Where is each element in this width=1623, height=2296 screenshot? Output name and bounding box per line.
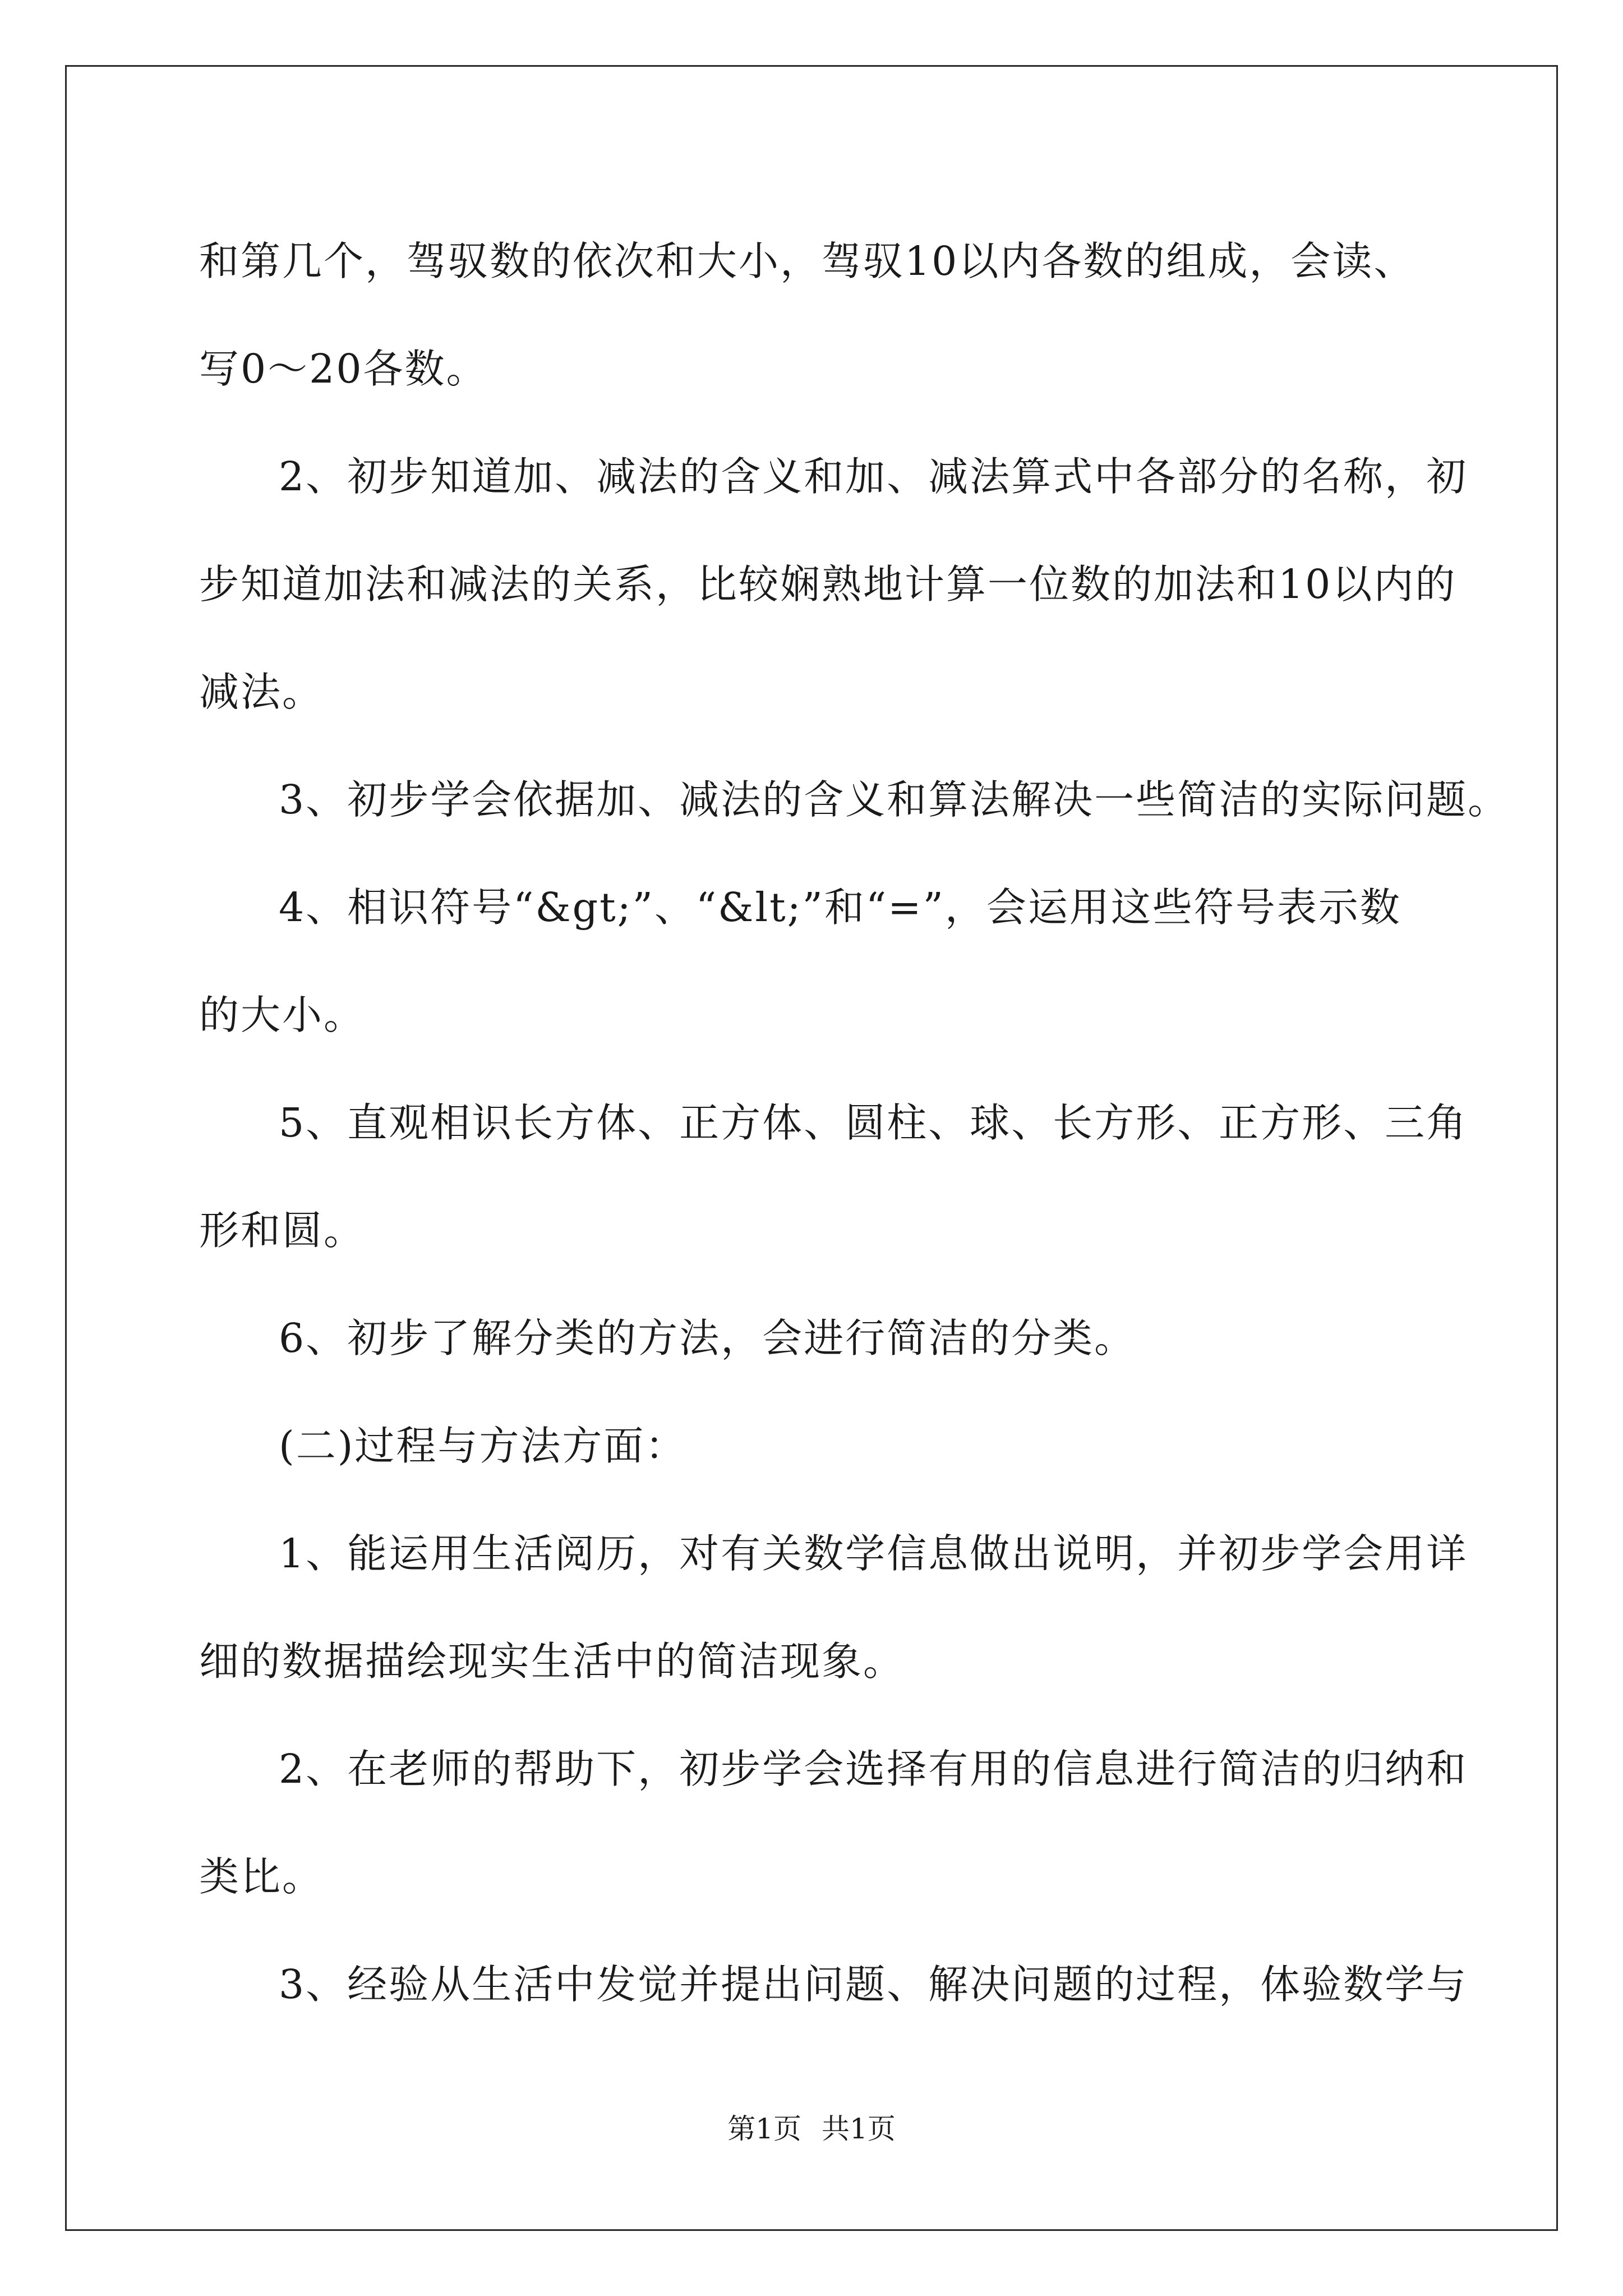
paragraph-line: 2、初步知道加、减法的含义和加、减法算式中各部分的名称，初 (279, 453, 1468, 500)
paragraph-line: 的大小。 (199, 992, 366, 1038)
page-number: 第1页 (727, 2113, 801, 2145)
page-total: 共1页 (822, 2113, 896, 2145)
section-heading: (二)过程与方法方面： (279, 1423, 687, 1469)
paragraph-line: 形和圆。 (199, 1207, 366, 1254)
paragraph-line: 4、相识符号“&gt;”、“&lt;”和“=”，会运用这些符号表示数 (279, 884, 1401, 931)
paragraph-line: 6、初步了解分类的方法，会进行简洁的分类。 (279, 1315, 1136, 1361)
paragraph-line: 减法。 (199, 669, 324, 715)
paragraph-line: 和第几个，驾驭数的依次和大小，驾驭10以内各数的组成，会读、 (199, 238, 1415, 284)
paragraph-line: 步知道加法和减法的关系，比较娴熟地计算一位数的加法和10以内的 (199, 561, 1457, 608)
paragraph-line: 类比。 (199, 1853, 324, 1900)
paragraph-line: 写0～20各数。 (199, 346, 488, 392)
paragraph-line: 1、能运用生活阅历，对有关数学信息做出说明，并初步学会用详 (279, 1530, 1468, 1577)
paragraph-line: 细的数据描绘现实生活中的简洁现象。 (199, 1638, 905, 1685)
page-footer (0, 2106, 1623, 2147)
paragraph-line: 3、初步学会依据加、减法的含义和算法解决一些简洁的实际问题。 (279, 776, 1510, 823)
paragraph-line: 3、经验从生活中发觉并提出问题、解决问题的过程，体验数学与 (279, 1961, 1468, 2008)
paragraph-line: 5、直观相识长方体、正方体、圆柱、球、长方形、正方形、三角 (279, 1099, 1468, 1146)
paragraph-line: 2、在老师的帮助下，初步学会选择有用的信息进行简洁的归纳和 (279, 1746, 1468, 1792)
document-body (199, 208, 1510, 2039)
